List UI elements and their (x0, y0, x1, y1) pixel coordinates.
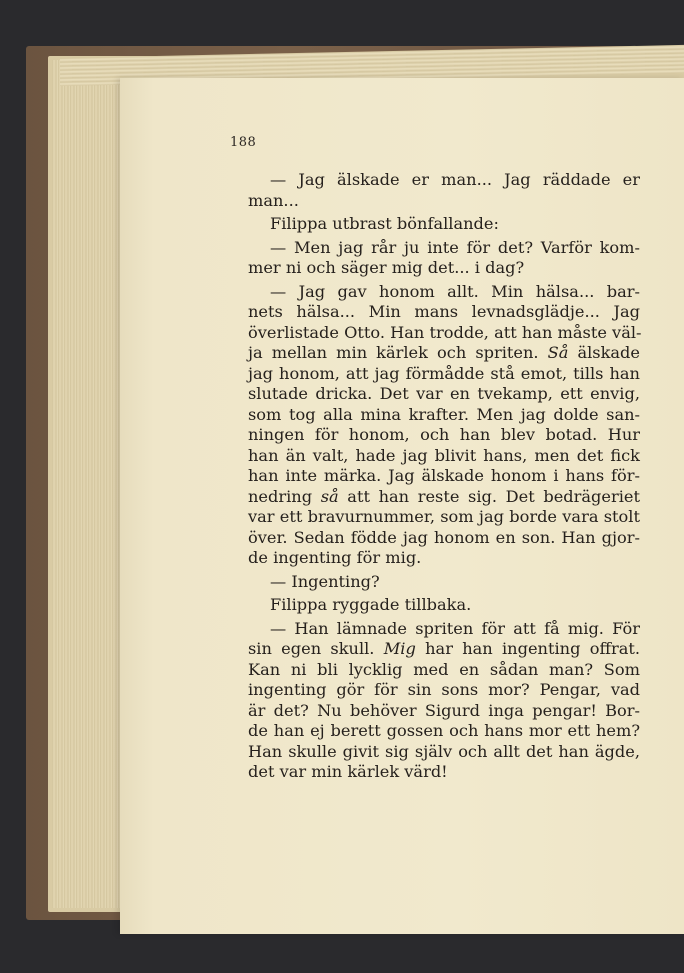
text-line (248, 343, 640, 364)
text-line: överlistade Otto. Han trodde, att han måste väl- (248, 322, 642, 342)
text-line: Kan ni bli lycklig med en sådan man? Som (248, 659, 640, 679)
text-line: man... (248, 190, 299, 210)
page-number: 188 (230, 135, 257, 150)
text-line-part: ja mellan min kärlek och spriten. Så älskade (248, 343, 640, 362)
text-line: ingenting gör för sin sons mor? Pengar, vad (248, 680, 640, 699)
text-line: Han skulle givit sig själv och allt det han ägde, (248, 741, 640, 761)
text-line: är det? Nu behöver Sigurd inga pengar! Bor- (248, 700, 640, 720)
text-line: — Ingenting? (270, 571, 380, 591)
text-line: de ingenting för mig. (248, 548, 422, 567)
text-line: han inte märka. Jag älskade honom i hans för- (248, 466, 640, 485)
text-line: sin egen skull. Mig har han ingenting offrat. (248, 639, 641, 658)
text-line: han än valt, hade jag blivit hans, men det fick (248, 445, 640, 465)
text-line: nedring så att han reste sig. Det bedrägeriet (248, 486, 641, 506)
text-line: mer ni och säger mig det... i dag? (248, 258, 525, 277)
emphasized-word: så (320, 486, 339, 506)
text-line: jag honom, att jag förmådde stå emot, tills han (248, 363, 640, 383)
text-line: — Men jag rår ju inte för det? Varför kom- (270, 237, 640, 257)
text-line: Filippa ryggade tillbaka. (270, 595, 472, 614)
text-line: de han ej berett gossen och hans mor ett hem? (248, 721, 640, 740)
text-line: som tog alla mina krafter. Men jag dolde san- (248, 404, 640, 424)
emphasized-word: Mig (383, 639, 416, 658)
text-line: var ett bravurnummer, som jag borde vara stolt (248, 507, 640, 526)
page-text (248, 170, 640, 783)
emphasized-word: Så (547, 343, 569, 362)
text-line: ningen för honom, och han blev botad. Hur (248, 425, 640, 444)
text-line: — Jag älskade er man... Jag räddade er (270, 170, 640, 189)
text-line: nets hälsa... Min mans levnadsglädje... Jag (248, 302, 640, 321)
text-line: Filippa utbrast bönfallande: (270, 214, 499, 233)
text-line: — Han lämnade spriten för att få mig. För (270, 618, 640, 638)
text-line: slutade dricka. Det var en tvekamp, ett envig, (248, 384, 640, 403)
text-line: det var min kärlek värd! (248, 762, 448, 781)
text-line: över. Sedan födde jag honom en son. Han gjor- (248, 527, 640, 547)
text-line: — Jag gav honom allt. Min hälsa... bar- (270, 281, 640, 301)
